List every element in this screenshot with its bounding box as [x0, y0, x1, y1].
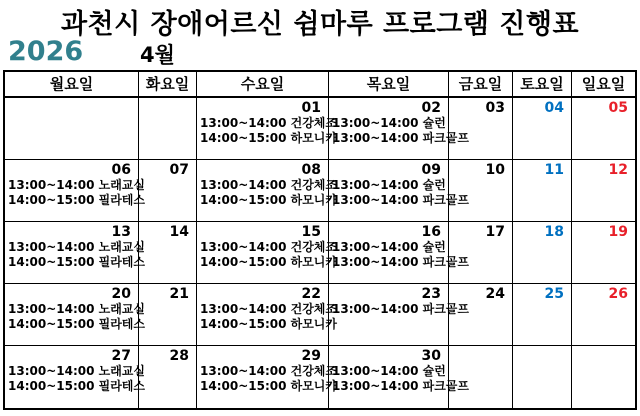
weekday-header: 일요일: [572, 72, 635, 98]
event-entry: 14:00~15:00 필라테스: [8, 379, 145, 393]
calendar-cell: [5, 346, 145, 408]
calendar-cell: [513, 222, 572, 284]
event-entry: 14:00~15:00 하모니카: [200, 255, 337, 269]
event-entry: 13:00~14:00 건강체조: [200, 302, 337, 316]
day-number: 10: [485, 162, 505, 178]
day-number: [572, 346, 635, 364]
event-entry: 13:00~14:00 파크골프: [332, 302, 469, 316]
calendar-cell: [5, 98, 139, 160]
calendar-cell: [513, 160, 572, 222]
day-number: [139, 98, 196, 116]
day-number: 09: [421, 162, 441, 178]
event-entry: 13:00~14:00 건강체조: [200, 364, 337, 378]
calendar-cell: [572, 160, 635, 222]
calendar-cell: [449, 346, 513, 408]
calendar-cell: [329, 98, 469, 160]
event-entry: 14:00~15:00 하모니카: [200, 317, 337, 331]
day-number: 29: [301, 348, 321, 364]
day-number: 18: [544, 224, 564, 240]
day-number: [5, 98, 138, 116]
day-number: 08: [301, 162, 321, 178]
day-number: 27: [111, 348, 131, 364]
event-entry: 14:00~15:00 필라테스: [8, 317, 145, 331]
event-entry: 13:00~14:00 건강체조: [200, 240, 337, 254]
day-number: 25: [544, 286, 564, 302]
day-number: 13: [111, 224, 131, 240]
event-entry: 14:00~15:00 하모니카: [200, 193, 337, 207]
day-number: 30: [421, 348, 441, 364]
day-number: 14: [169, 224, 189, 240]
event-entry: 13:00~14:00 건강체조: [200, 178, 337, 192]
event-entry: 13:00~14:00 노래교실: [8, 302, 145, 316]
calendar-cell: [197, 160, 337, 222]
day-number: 23: [421, 286, 441, 302]
day-number: 01: [301, 100, 321, 116]
weekday-header: 월요일: [5, 72, 139, 98]
calendar-cell: [329, 284, 469, 346]
weekday-header: 목요일: [329, 72, 449, 98]
event-entry: 14:00~15:00 하모니카: [200, 131, 337, 145]
day-number: 07: [169, 162, 189, 178]
calendar-cell: [329, 160, 469, 222]
event-entry: 13:00~14:00 파크골프: [332, 255, 469, 269]
event-entry: 13:00~14:00 슐런: [332, 116, 446, 130]
calendar-cell: [5, 160, 145, 222]
calendar-cell: [5, 284, 145, 346]
calendar-cell: [572, 98, 635, 160]
event-entry: 13:00~14:00 노래교실: [8, 364, 145, 378]
weekday-header: 토요일: [513, 72, 572, 98]
calendar-cell: [139, 222, 197, 284]
event-entry: 13:00~14:00 슐런: [332, 364, 446, 378]
calendar-cell: [329, 222, 469, 284]
calendar-cell: [197, 284, 337, 346]
calendar-cell: [572, 284, 635, 346]
calendar-cell: [5, 222, 145, 284]
day-number: 19: [608, 224, 628, 240]
calendar-cell: [513, 98, 572, 160]
day-number: 05: [608, 100, 628, 116]
day-number: 06: [111, 162, 131, 178]
event-entry: 13:00~14:00 노래교실: [8, 178, 145, 192]
calendar-cell: [329, 346, 469, 408]
day-number: 22: [301, 286, 321, 302]
calendar-cell: [139, 160, 197, 222]
event-entry: 14:00~15:00 필라테스: [8, 255, 145, 269]
calendar-cell: [449, 284, 513, 346]
day-number: 12: [608, 162, 628, 178]
day-number: 20: [111, 286, 131, 302]
weekday-header: 금요일: [449, 72, 513, 98]
day-number: 03: [485, 100, 505, 116]
day-number: [449, 346, 512, 364]
calendar-cell: [139, 98, 197, 160]
calendar-cell: [572, 346, 635, 408]
calendar-cell: [197, 346, 337, 408]
event-entry: 13:00~14:00 파크골프: [332, 379, 469, 393]
calendar-table: [3, 70, 637, 410]
event-entry: 13:00~14:00 건강체조: [200, 116, 337, 130]
calendar-cell: [513, 284, 572, 346]
calendar-cell: [197, 98, 337, 160]
calendar-cell: [572, 222, 635, 284]
day-number: 24: [485, 286, 505, 302]
day-number: 02: [421, 100, 441, 116]
event-entry: 14:00~15:00 필라테스: [8, 193, 145, 207]
weekday-header: 수요일: [197, 72, 329, 98]
calendar-cell: [449, 98, 513, 160]
calendar-cell: [197, 222, 337, 284]
event-entry: 13:00~14:00 노래교실: [8, 240, 145, 254]
event-entry: 14:00~15:00 하모니카: [200, 379, 337, 393]
calendar-cell: [449, 222, 513, 284]
day-number: 26: [608, 286, 628, 302]
day-number: 21: [169, 286, 189, 302]
event-entry: 13:00~14:00 파크골프: [332, 193, 469, 207]
calendar-cell: [513, 346, 572, 408]
day-number: [513, 346, 571, 364]
day-number: 28: [169, 348, 189, 364]
event-entry: 13:00~14:00 슐런: [332, 178, 446, 192]
year-label: 2026: [8, 36, 84, 67]
calendar-cell: [139, 346, 197, 408]
day-number: 04: [544, 100, 564, 116]
day-number: 17: [485, 224, 505, 240]
page-title: 과천시 장애어르신 쉼마루 프로그램 진행표: [60, 9, 580, 40]
weekday-header: 화요일: [139, 72, 197, 98]
day-number: 15: [301, 224, 321, 240]
event-entry: 13:00~14:00 파크골프: [332, 131, 469, 145]
day-number: 11: [544, 162, 564, 178]
calendar-cell: [139, 284, 197, 346]
event-entry: 13:00~14:00 슐런: [332, 240, 446, 254]
calendar-cell: [449, 160, 513, 222]
day-number: 16: [421, 224, 441, 240]
month-label: 4월: [140, 43, 175, 67]
